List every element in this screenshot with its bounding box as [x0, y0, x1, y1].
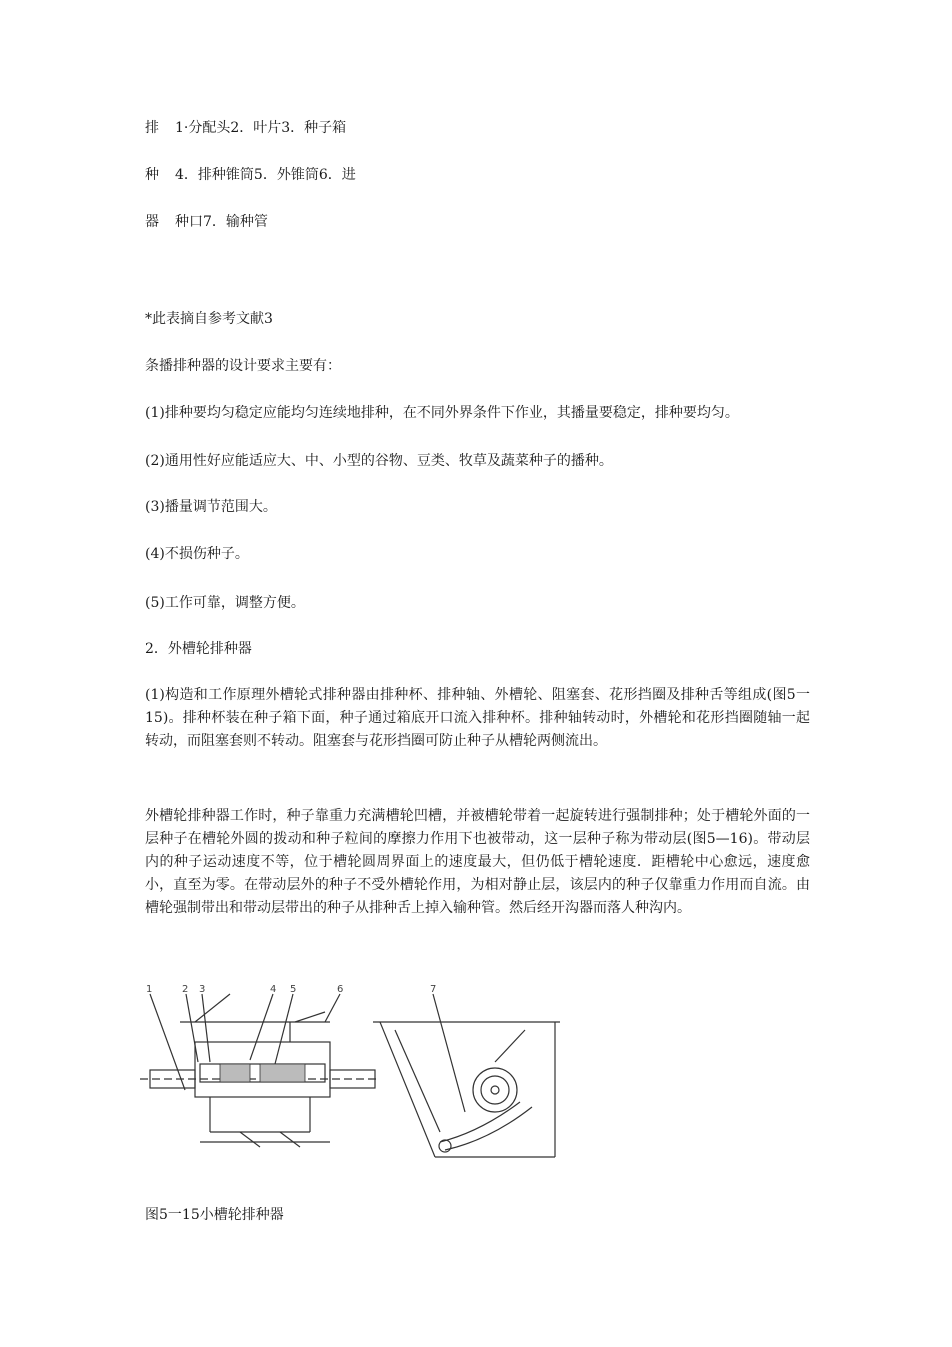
requirement-item: (2)通用性好应能适应大、中、小型的谷物、豆类、牧草及蔬菜种子的播种。	[145, 453, 613, 469]
legend-row	[145, 165, 356, 185]
legend-side-char: 排	[145, 120, 159, 136]
part-label: 3	[199, 984, 206, 995]
source-note: *此表摘自参考文献3	[145, 311, 273, 327]
part-label: 5	[290, 984, 297, 995]
requirement-item: (5)工作可靠，调整方便。	[145, 595, 305, 611]
part-label: 2	[182, 984, 189, 995]
legend-row	[145, 118, 346, 138]
legend-text: 种口7．输种管	[175, 214, 268, 230]
legend-text: 4．排种锥筒5．外锥筒6．进	[175, 167, 356, 183]
seed-metering-diagram	[140, 982, 570, 1172]
figure-caption: 图5一15小槽轮排种器	[145, 1207, 284, 1223]
part-label: 4	[270, 984, 277, 995]
part-label: 6	[337, 984, 344, 995]
legend-text: 1·分配头2．叶片3．种子箱	[175, 120, 347, 136]
legend-side-char: 种	[145, 167, 159, 183]
part-label: 7	[430, 984, 437, 995]
intro-text: 条播排种器的设计要求主要有：	[145, 358, 341, 374]
legend-row	[145, 212, 268, 232]
legend-side-char: 器	[145, 214, 159, 230]
part-label: 1	[146, 984, 153, 995]
requirement-item: (1)排种要均匀稳定应能均匀连续地排种，在不同外界条件下作业，其播量要稳定，排种要均匀。	[145, 405, 739, 421]
requirement-item: (3)播量调节范围大。	[145, 499, 277, 515]
paragraph-working: 外槽轮排种器工作时，种子靠重力充满槽轮凹槽，并被槽轮带着一起旋转进行强制排种；处于槽轮外面的一层种子在槽轮外圆的拨动和种子粒间的摩擦力作用下也被带动，这一层种子称为带动层(图5—16)。带动层内的种子运动速度不等，位于槽轮圆周界面上的速度最大，但仍低于槽轮速度．距槽轮中心愈远，速度愈小，直至为零。在带动层外的种子不受外槽轮作用，为相对静止层，该层内的种子仅靠重力作用而自流。由槽轮强制带出和带动层带出的种子从排种舌上掉入输种管。然后经开沟器而落人种沟内。	[145, 808, 810, 916]
paragraph-structure: (1)构造和工作原理外槽轮式排种器由排种杯、排种轴、外槽轮、阻塞套、花形挡圈及排种舌等组成(图5一15)。排种杯装在种子箱下面，种子通过箱底开口流入排种杯。排种轴转动时，外槽轮和花形挡圈随轴一起转动，而阻塞套则不转动。阻塞套与花形挡圈可防止种子从槽轮两侧流出。	[145, 687, 810, 749]
section-heading: 2．外槽轮排种器	[145, 641, 252, 657]
requirement-item: (4)不损伤种子。	[145, 546, 249, 562]
